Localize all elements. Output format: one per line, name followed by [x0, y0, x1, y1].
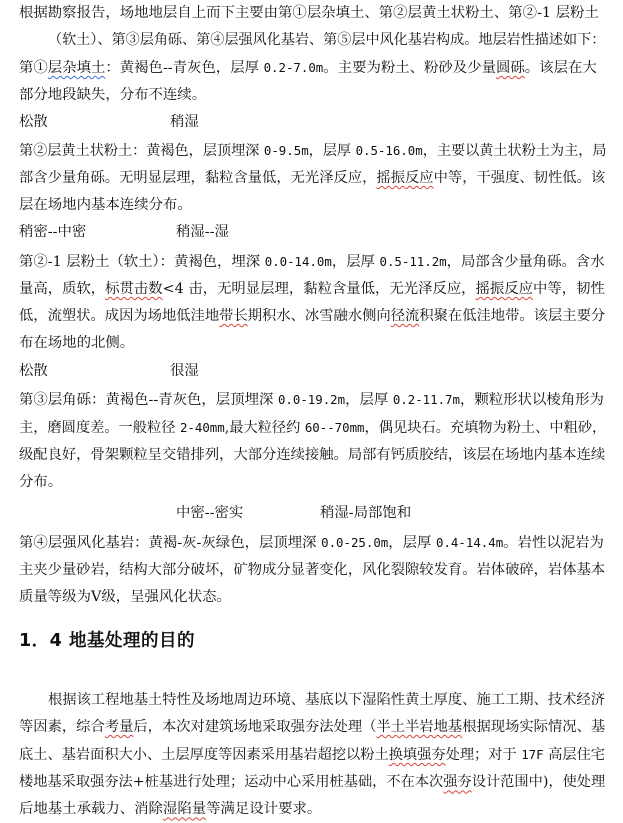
intro-line-1: 根据勘察报告，场地地层自上而下主要由第①层杂填土、第②层黄土状粉土、第②-1 层粉土 [19, 5, 599, 21]
layer3-line-1: 第③层角砾：黄褐色--青灰色，层顶埋深 0.0-19.2m，层厚 0.2-11.7m，颗粒形状以棱角形为 [19, 392, 604, 408]
layer2-density: 稍密--中密 [19, 224, 87, 240]
layer21-moisture: 很湿 [170, 363, 199, 379]
intro-line-2: （软土）、第③层角砾、第④层强风化基岩、第⑤层中风化基岩构成。地层岩性描述如下： [48, 32, 606, 49]
purpose-line-5: 后地基土承载力、消除湿陷量等满足设计要求。 [19, 801, 322, 818]
purpose-line-1: 根据该工程地基土特性及场地周边环境、基底以下湿陷性黄土厚度、施工工期、技术经济 [48, 692, 605, 708]
purpose-line-3: 底土、基岩面积大小、土层厚度等因素采用基岩超挖以粉土换填强夯处理；对于 17F 高层住宅 [19, 747, 606, 764]
layer21-line-4: 布在场地的北侧。 [19, 335, 135, 352]
layer21-line-2: 量高，质软，标贯击数<4 击，无明显层理，黏粒含量低，无光泽反应，摇振反应中等，韧性 [19, 281, 605, 298]
layer4-line-3: 质量等级为Ⅴ级，呈强风化状态。 [19, 589, 231, 606]
layer2-paragraph [19, 137, 605, 219]
layer1-density: 松散 [19, 114, 48, 130]
layer1-moisture: 稍湿 [170, 114, 199, 130]
layer2-line-3: 层在场地内基本连续分布。 [19, 197, 192, 214]
purpose-line-2: 等因素，综合考量后，本次对建筑场地采取强夯法处理（半土半岩地基根据现场实际情况、基 [19, 719, 606, 736]
layer3-paragraph [19, 386, 605, 496]
layer2-line-2: 部含少量角砾。无明显层理，黏粒含量低，无光泽反应，摇振反应中等，干强度、韧性低。该 [19, 170, 606, 187]
layer2-moisture: 稍湿--湿 [176, 224, 229, 240]
section-heading: 1．4 地基处理的目的 [19, 631, 195, 651]
layer3-density: 中密--密实 [176, 505, 244, 521]
layer21-density: 松散 [19, 363, 48, 379]
layer1-paragraph [19, 54, 605, 109]
layer4-paragraph [19, 529, 605, 611]
layer21-line-3: 低，流塑状。成因为场地低洼地带长期积水、冰雪融水侧向径流积聚在低洼地带。该层主要分 [19, 308, 606, 325]
layer3-line-3: 级配良好，骨架颗粒呈交错排列，大部分连续接触。局部有钙质胶结，该层在场地内基本连续 [19, 447, 606, 464]
layer3-moisture: 稍湿-局部饱和 [320, 505, 412, 521]
layer21-paragraph [19, 248, 605, 357]
layer4-line-1: 第④层强风化基岩：黄褐-灰-灰绿色，层顶埋深 0.0-25.0m，层厚 0.4-14.4m。岩性以泥岩为 [19, 535, 604, 551]
layer3-line-2: 主，磨圆度差。一般粒径 2-40mm,最大粒径约 60--70mm，偶见块石。充填物为粉土、中粗砂， [19, 420, 607, 437]
layer4-line-2: 主夹少量砂岩，结构大部分破坏，矿物成分显著变化，风化裂隙较发育。岩体破碎，岩体基本 [19, 562, 606, 579]
layer3-line-4: 分布。 [19, 474, 63, 491]
intro-paragraph [19, 0, 605, 54]
layer21-line-1: 第②-1 层粉土（软土）：黄褐色，埋深 0.0-14.0m，层厚 0.5-11.2m，局部含少量角砾。含水 [19, 254, 605, 270]
purpose-paragraph [19, 687, 605, 823]
layer2-line-1: 第②层黄土状粉土：黄褐色，层顶埋深 0-9.5m，层厚 0.5-16.0m，主要以黄土状粉土为主，局 [19, 143, 607, 159]
layer1-line-1: 第①层杂填土：黄褐色--青灰色，层厚 0.2-7.0m。主要为粉土、粉砂及少量圆砾。该层在大 [19, 60, 597, 76]
layer1-line-2: 部分地段缺失，分布不连续。 [19, 87, 207, 104]
purpose-line-4: 楼地基采取强夯法+桩基进行处理；运动中心采用桩基础，不在本次强夯设计范围中)，使处理 [19, 774, 606, 791]
